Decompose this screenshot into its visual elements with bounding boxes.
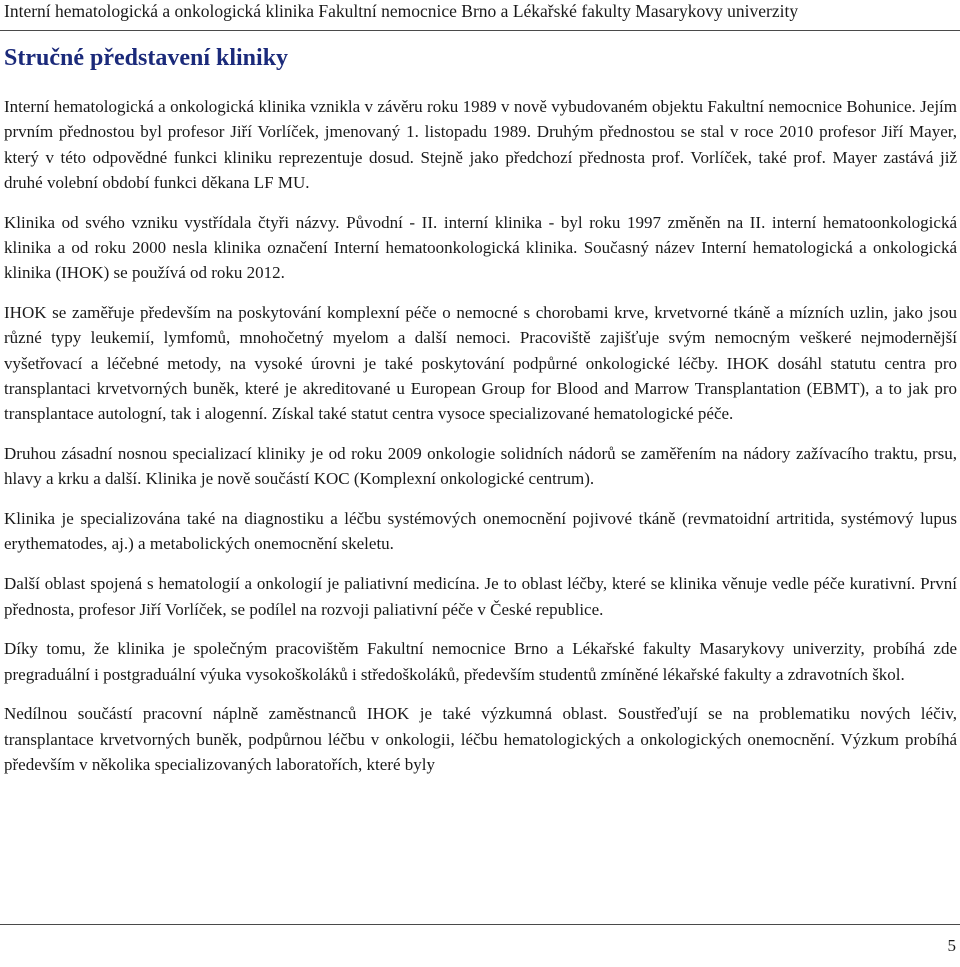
- paragraph-research: Nedílnou součástí pracovní náplně zaměstnanců IHOK je také výzkumná oblast. Soustřeďují se na problematiku nových léčiv, transplantace krvetvorných buněk, podpůrnou léčbu v onkologii, léčbu hematologických a onkologických onemocnění. Výzkum probíhá především v několika specializovaných laboratořích, které byly: [4, 704, 957, 775]
- body-text: [4, 94, 957, 920]
- running-header: Interní hematologická a onkologická klinika Fakultní nemocnice Brno a Lékařské fakulty Masarykovy univerzity: [4, 1, 799, 21]
- paragraph-teaching: Díky tomu, že klinika je společným pracovištěm Fakultní nemocnice Brno a Lékařské fakulty Masarykovy univerzity, probíhá zde pregraduální i postgraduální výuka vysokoškoláků i středoškoláků, především studentů zmíněné lékařské fakulty a zdravotních škol.: [4, 639, 957, 684]
- paragraph-palliative: Další oblast spojená s hematologií a onkologií je paliativní medicína. Je to oblast léčby, které se klinika věnuje vedle péče kurativní. První přednosta, profesor Jiří Vorlíček, se podílel na rozvoji paliativní péče v České republice.: [4, 574, 957, 619]
- footer-divider: [0, 924, 960, 925]
- paragraph-names: Klinika od svého vzniku vystřídala čtyři názvy. Původní - II. interní klinika - byl roku 1997 změněn na II. interní hematoonkologická klinika a od roku 2000 nesla klinika označení Interní hematoonkologická klinika. Současný název Interní hematologická a onkologická klinika (IHOK) se používá od roku 2012.: [4, 212, 957, 283]
- paragraph-history: Interní hematologická a onkologická klinika vznikla v závěru roku 1989 v nově vybudovaném objektu Fakultní nemocnice Bohunice. Jejím prvním přednostou byl profesor Jiří Vorlíček, jmenovaný 1. listopadu 1989. Druhým přednostou se stal v roce 2010 profesor Jiří Mayer, který v této odpovědné funkci kliniku reprezentuje dosud. Stejně jako předchozí přednosta prof. Vorlíček, také prof. Mayer zastává již druhé volební období funkci děkana LF MU.: [4, 97, 957, 192]
- header-divider: [0, 30, 960, 31]
- section-title: Stručné představení kliniky: [4, 45, 289, 71]
- paragraph-oncology: Druhou zásadní nosnou specializací kliniky je od roku 2009 onkologie solidních nádorů se zaměřením na nádory zažívacího traktu, prsu, hlavy a krku a další. Klinika je nově součástí KOC (Komplexní onkologické centrum).: [4, 444, 957, 489]
- paragraph-hematology-focus: IHOK se zaměřuje především na poskytování komplexní péče o nemocné s chorobami krve, krvetvorné tkáně a mízních uzlin, jako jsou různé typy leukemií, lymfomů, mnohočetný myelom a další nemoci. Pracoviště zajišťuje svým nemocným veškeré nejmodernější vyšetřovací a léčebné metody, na vysoké úrovni je také poskytování podpůrné onkologické léčby. IHOK dosáhl statutu centra pro transplantaci krvetvorných buněk, které je akreditované u European Group for Blood and Marrow Transplantation (EBMT), a to jak pro transplantace autologní, tak i alogenní. Získal také statut centra vysoce specializované hematologické péče.: [4, 303, 957, 424]
- paragraph-connective-tissue: Klinika je specializována také na diagnostiku a léčbu systémových onemocnění pojivové tkáně (revmatoidní artritida, systémový lupus erythematodes, aj.) a metabolických onemocnění skeletu.: [4, 509, 957, 554]
- page-number: 5: [947, 936, 956, 955]
